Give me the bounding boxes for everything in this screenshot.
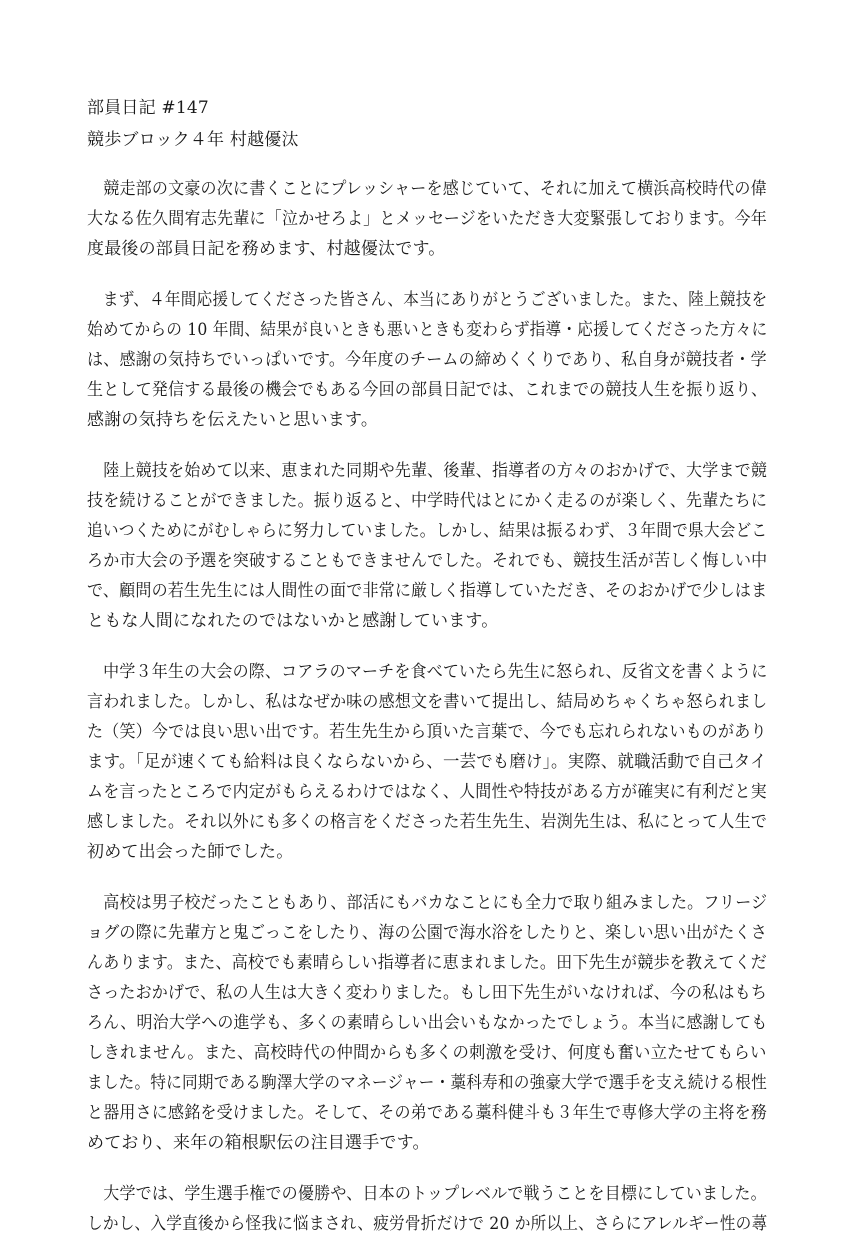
diary-number: 部員日記 #147 [87,98,209,118]
paragraph-line: で、顧問の若生先生には人間性の面で非常に厳しく指導していただき、そのおかげで少しはま [87,581,768,601]
paragraph-line: 感謝の気持ちを伝えたいと思います。 [87,410,379,430]
paragraph [87,1179,767,1239]
paragraph-line: 初めて出会った師でした。 [87,842,294,862]
paragraph-line: 感しました。それ以外にも多くの格言をくださった若生先生、岩渕先生は、私にとって人生で [87,812,768,832]
paragraph-line: と器用さに感銘を受けました。そして、その弟である藁科健斗も３年生で専修大学の主将を務 [87,1103,768,1123]
author-line: 競歩ブロック４年 村越優汰 [87,130,299,150]
paragraph-line: 大学では、学生選手権での優勝や、日本のトップレベルで戦うことを目標にしていました。 [87,1184,767,1204]
paragraph-line: 度最後の部員日記を務めます、村越優汰です。 [87,239,446,259]
paragraph-line: 陸上競技を始めて以来、恵まれた同期や先輩、後輩、指導者の方々のおかげで、大学まで競 [87,461,768,481]
paragraph-line: めており、来年の箱根駅伝の注目選手です。 [87,1133,430,1153]
paragraph-line: は、感謝の気持ちでいっぱいです。今年度のチームの締めくくりであり、私自身が競技者・学 [87,350,767,370]
paragraph-line: ムを言ったところで内定がもらえるわけではなく、人間性や特技がある方が確実に有利だと実 [87,782,767,802]
paragraph [87,285,767,435]
paragraph [87,456,767,636]
paragraph-line: ョグの際に先輩方と鬼ごっこをしたり、海の公園で海水浴をしたりと、楽しい思い出がたくさ [87,923,768,943]
paragraph [87,657,767,867]
paragraph-line: んあります。また、高校でも素晴らしい指導者に恵まれました。田下先生が競歩を教えてくだ [87,953,768,973]
paragraph-line: 技を続けることができました。振り返ると、中学時代はとにかく走るのが楽しく、先輩たちに [87,491,768,511]
paragraph-line: 中学３年生の大会の際、コアラのマーチを食べていたら先生に怒られ、反省文を書くように [87,662,768,682]
paragraph-line: 競走部の文豪の次に書くことにプレッシャーを感じていて、それに加えて横浜高校時代の偉 [87,179,767,199]
paragraph-line: ろか市大会の予選を突破することもできませんでした。それでも、競技生活が苦しく悔しい中 [87,551,768,571]
paragraph-line: 始めてからの 10 年間、結果が良いときも悪いときも変わらず指導・応援してくださった方々に [87,320,768,340]
paragraph-line: まず、４年間応援してくださった皆さん、本当にありがとうございました。また、陸上競技を [87,290,768,310]
paragraph-line: 追いつくためにがむしゃらに努力していました。しかし、結果は振るわず、３年間で県大会どこ [87,521,768,541]
paragraph-line: しかし、入学直後から怪我に悩まされ、疲労骨折だけで 20 か所以上、さらにアレルギー性の蕁 [87,1214,768,1234]
paragraph-line: 言われました。しかし、私はなぜか味の感想文を書いて提出し、結局めちゃくちゃ怒られまし [87,692,768,712]
paragraph-line: 生として発信する最後の機会でもある今回の部員日記では、これまでの競技人生を振り返り、 [87,380,768,400]
paragraph-line: ろん、明治大学への進学も、多くの素晴らしい出会いもなかったでしょう。本当に感謝しても [87,1013,768,1033]
paragraph-line: しきれません。また、高校時代の仲間からも多くの刺激を受け、何度も奮い立たせてもらい [87,1043,767,1063]
paragraph [87,888,767,1158]
paragraph-line: さったおかげで、私の人生は大きく変わりました。もし田下先生がいなければ、今の私はもち [87,983,768,1003]
paragraph-line: た（笑）今では良い思い出です。若生先生から頂いた言葉で、今でも忘れられないものがあり [87,722,767,742]
paragraph-line: ともな人間になれたのではないかと感謝しています。 [87,611,499,631]
paragraph [87,174,767,264]
paragraph-line: ました。特に同期である駒澤大学のマネージャー・藁科寿和の強豪大学で選手を支え続ける根性 [87,1073,767,1093]
paragraph-line: ます。「足が速くても給料は良くならないから、一芸でも磨け」。実際、就職活動で自己タイ [87,752,767,772]
paragraph-line: 高校は男子校だったこともあり、部活にもバカなことにも全力で取り組みました。フリージ [87,893,768,913]
document-header [87,92,767,156]
paragraph-line: 大なる佐久間宥志先輩に「泣かせろよ」とメッセージをいただき大変緊張しております。今年 [87,209,767,229]
document-body [87,174,767,1260]
